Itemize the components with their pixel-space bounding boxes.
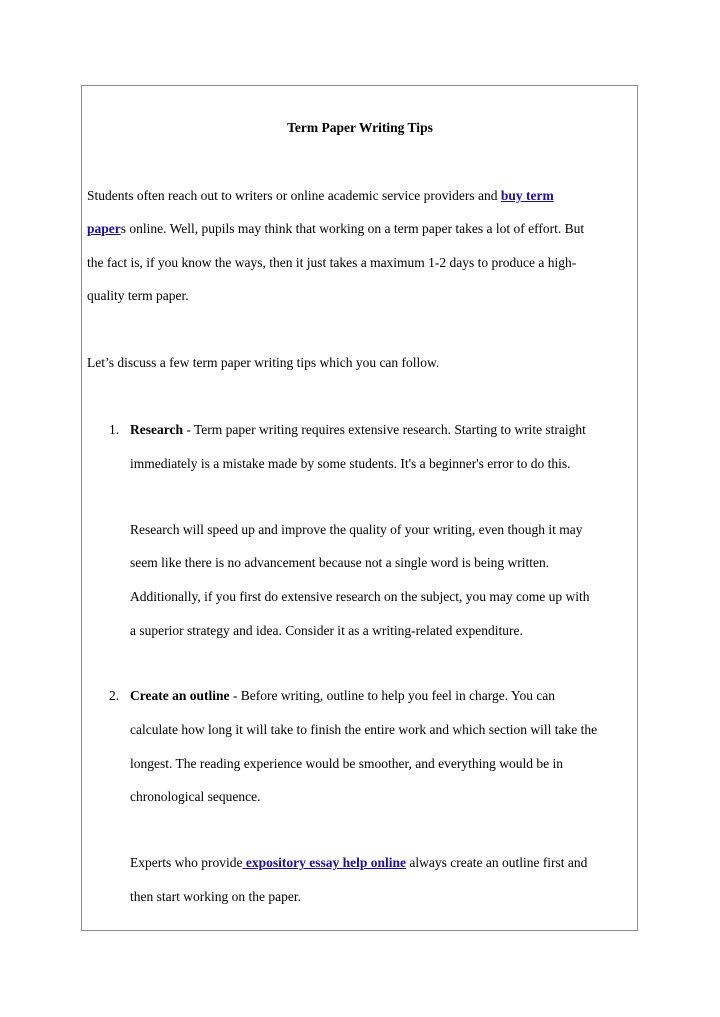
- intro-text-1: Students often reach out to writers or online academic service providers and: [87, 188, 501, 203]
- tip-2-p2-text-before: Experts who provide: [130, 855, 243, 870]
- tip-1-p2-line-2: seem like there is no advancement because not a single word is being written.: [130, 555, 550, 570]
- tip-2-p2-text-after: always create an outline first and: [406, 855, 588, 870]
- tip-2-line-3: longest. The reading experience would be smoother, and everything would be in: [130, 756, 563, 771]
- tip-1-p2-line-1: Research will speed up and improve the quality of your writing, even though it may: [130, 522, 583, 537]
- intro-line-2: [87, 219, 584, 239]
- tip-1-p2-line-3: Additionally, if you first do extensive research on the subject, you may come up with: [130, 589, 590, 604]
- tip-2-number: 2.: [109, 688, 120, 703]
- intro-text-2: s online. Well, pupils may think that working on a term paper takes a lot of effort. But: [120, 221, 585, 236]
- tip-2-line-2: calculate how long it will take to finish the entire work and which section will take the: [130, 722, 598, 737]
- lead-sentence: Let’s discuss a few term paper writing tips which you can follow.: [87, 355, 440, 370]
- document-title: Term Paper Writing Tips: [287, 120, 433, 135]
- tip-2-heading: Create an outline: [130, 688, 230, 703]
- buy-term-papers-link-cont[interactable]: paper: [87, 221, 121, 236]
- intro-line-4: quality term paper.: [87, 288, 189, 303]
- intro-line-1: [87, 186, 554, 206]
- expository-essay-help-link[interactable]: expository essay help online: [242, 855, 406, 870]
- tip-2-p2-line-2: then start working on the paper.: [130, 889, 301, 904]
- buy-term-papers-link[interactable]: buy term: [500, 188, 554, 203]
- intro-line-3: the fact is, if you know the ways, then it just takes a maximum 1-2 days to produce a high-: [87, 255, 577, 270]
- tip-1-line-2: immediately is a mistake made by some students. It's a beginner's error to do this.: [130, 456, 571, 471]
- tip-2-line-1: [130, 686, 555, 706]
- tip-2-text: - Before writing, outline to help you feel in charge. You can: [229, 688, 556, 703]
- tip-1-text: - Term paper writing requires extensive research. Starting to write straight: [183, 422, 586, 437]
- tip-2-line-4: chronological sequence.: [130, 789, 261, 804]
- tip-2-p2-line-1: [130, 853, 587, 873]
- tip-1-line-1: [130, 420, 586, 440]
- tip-1-heading: Research: [130, 422, 183, 437]
- tip-1-p2-line-4: a superior strategy and idea. Consider it as a writing-related expenditure.: [130, 623, 523, 638]
- tip-1-number: 1.: [109, 422, 120, 437]
